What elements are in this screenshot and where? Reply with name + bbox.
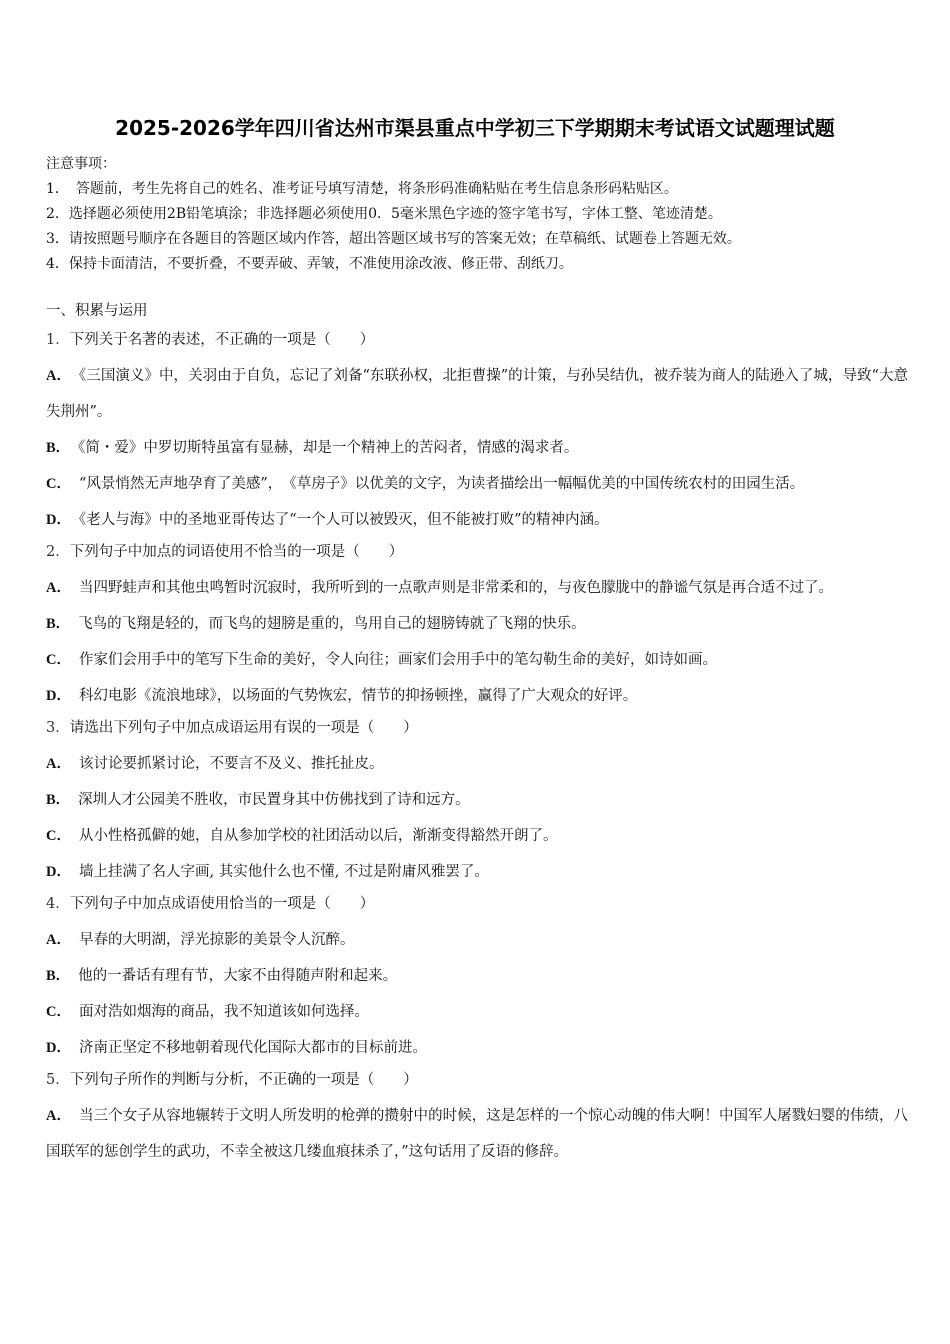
option-c (46, 818, 908, 854)
option-label: C． (46, 1004, 71, 1020)
option-label: B． (46, 968, 71, 984)
question-number: 2． (46, 544, 70, 560)
notice-item: 3．请按照题号顺序在各题目的答题区域内作答，超出答题区域书写的答案无效；在草稿纸、试题卷上答题无效。 (46, 231, 741, 247)
option-label: A． (46, 580, 71, 596)
option-text: 作家们会用手中的笔写下生命的美好，令人向往；画家们会用手中的笔勾勒生命的美好，如诗如画。 (78, 652, 717, 668)
option-text: 济南正坚定不移地朝着现代化国际大都市的目标前进。 (78, 1040, 427, 1056)
option-text: 《三国演义》中，关羽由于自负，忘记了刘备“东联孙权，北拒曹操”的计策，与孙吴结仇，被乔装为商人的陆逊入了城，导致“大意失荆州”。 (46, 368, 908, 420)
question-2 (46, 538, 908, 566)
option-label: C． (46, 476, 71, 492)
option-b (46, 782, 908, 818)
question-stem: 请选出下列句子中加点成语运用有误的一项是（ ） (69, 720, 418, 736)
option-label: A． (46, 368, 72, 384)
notice-block (46, 152, 906, 277)
option-label: D． (46, 688, 71, 704)
question-number: 5． (46, 1072, 70, 1088)
option-text: 墙上挂满了名人字画, 其实他什么也不懂, 不过是附庸风雅罢了。 (78, 864, 489, 880)
option-a (46, 922, 908, 958)
option-text: 面对浩如烟海的商品，我不知道该如何选择。 (78, 1004, 369, 1020)
question-number: 1． (46, 332, 70, 348)
option-text: 他的一番话有理有节，大家不由得随声附和起来。 (78, 968, 398, 984)
option-a (46, 746, 908, 782)
question-stem: 下列句子中加点成语使用恰当的一项是（ ） (69, 896, 375, 912)
option-b (46, 430, 908, 466)
option-label: D． (46, 1040, 71, 1056)
option-b (46, 606, 908, 642)
option-text: 飞鸟的飞翔是轻的，而飞鸟的翅膀是重的，鸟用自己的翅膀铸就了飞翔的快乐。 (78, 616, 586, 632)
question-1 (46, 326, 908, 354)
option-label: D． (46, 864, 71, 880)
option-text: 早春的大明湖，浮光掠影的美景令人沉醉。 (78, 932, 355, 948)
question-stem: 下列句子中加点的词语使用不恰当的一项是（ ） (69, 544, 404, 560)
option-d (46, 502, 908, 538)
option-label: B． (46, 792, 71, 808)
option-text: “风景悄然无声地孕育了美感”， 《草房子》以优美的文字，为读者描绘出一幅幅优美的中国传统农村的田园生活。 (78, 476, 805, 492)
option-d (46, 1030, 908, 1066)
option-text: 《简・爱》中罗切斯特虽富有显赫，却是一个精神上的苦闷者，情感的渴求者。 (78, 440, 579, 456)
option-c (46, 642, 908, 678)
question-number: 4． (46, 896, 70, 912)
question-4 (46, 890, 908, 918)
option-text: 《老人与海》中的圣地亚哥传达了“一个人可以被毁灭，但不能被打败”的精神内涵。 (78, 512, 609, 528)
option-a (46, 1098, 908, 1170)
notice-item: 4．保持卡面清洁，不要折叠，不要弄破、弄皱，不准使用涂改液、修正带、刮纸刀。 (46, 256, 573, 272)
option-c (46, 466, 908, 502)
option-b (46, 958, 908, 994)
question-5 (46, 1066, 908, 1094)
option-label: A． (46, 756, 71, 772)
option-text: 当四野蛙声和其他虫鸣暂时沉寂时，我所听到的一点歌声则是非常柔和的，与夜色朦胧中的静谧气氛是再合适不过了。 (78, 580, 833, 596)
option-text: 深圳人才公园美不胜收，市民置身其中仿佛找到了诗和远方。 (78, 792, 470, 808)
option-text: 从小性格孤僻的她，自从参加学校的社团活动以后，渐渐变得豁然开朗了。 (78, 828, 558, 844)
questions-body (46, 300, 908, 1170)
option-label: B． (46, 616, 71, 632)
option-d (46, 854, 908, 890)
option-label: C． (46, 828, 71, 844)
option-text: 科幻电影《流浪地球》，以场面的气势恢宏，情节的抑扬顿挫，赢得了广大观众的好评。 (78, 688, 638, 704)
question-3 (46, 714, 908, 742)
section-heading: 一、积累与运用 (46, 303, 148, 319)
option-text: 该讨论要抓紧讨论，不要言不及义、推托扯皮。 (78, 756, 384, 772)
option-a (46, 358, 908, 430)
question-stem: 下列关于名著的表述，不正确的一项是（ ） (69, 332, 375, 348)
option-c (46, 994, 908, 1030)
question-number: 3． (46, 720, 70, 736)
notice-item: 1． 答题前，考生先将自己的姓名、准考证号填写清楚，将条形码准确粘贴在考生信息条形码粘贴区。 (46, 181, 678, 197)
option-label: A． (46, 1108, 72, 1124)
question-stem: 下列句子所作的判断与分析，不正确的一项是（ ） (69, 1072, 418, 1088)
option-label: A． (46, 932, 71, 948)
option-d (46, 678, 908, 714)
option-label: D． (46, 512, 71, 528)
notice-heading: 注意事项： (46, 156, 116, 172)
option-text: 当三个女子从容地辗转于文明人所发明的枪弹的攒射中的时候，这是怎样的一个惊心动魄的伟大啊！中国军人屠戮妇婴的伟绩，八国联军的惩创学生的武功，不幸全被这几缕血痕抹杀了，”这句话用了反语的修辞。 (46, 1108, 908, 1160)
option-a (46, 570, 908, 606)
option-label: B． (46, 440, 71, 456)
option-label: C． (46, 652, 71, 668)
exam-title: 2025-2026学年四川省达州市渠县重点中学初三下学期期末考试语文试题理试题 (115, 116, 835, 140)
notice-item: 2．选择题必须使用2B铅笔填涂；非选择题必须使用0．5毫米黑色字迹的签字笔书写，字体工整、笔迹清楚。 (46, 206, 722, 222)
